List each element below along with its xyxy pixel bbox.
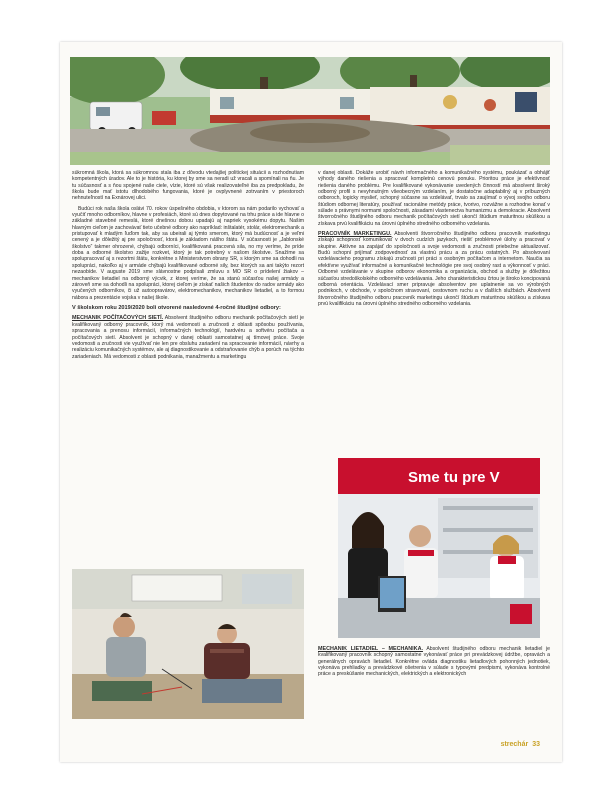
courtyard-photo <box>70 57 550 165</box>
left-paragraph-1: súkromná škola, ktorá sa súkromnou stala iba z dôvodu vtedajšej politickej situácii a rozhodnutiam kompetentných úradov. Ale to je história, ku ktorej by sme sa neradi už vracali a spomínali na ňu. Je tu súčasnosť a s ňou spojené naše ciele, vízie, ktoré sú však realizovateľné iba za predpokladu, že škola bude mať istotu dlhodobého fungovania, ktoré je ovplyvnené zotrvaním v priestoroch nehnuteľností na Exnárovej ulici. <box>72 170 304 202</box>
right-column-top <box>318 170 550 504</box>
marketing-heading: PRACOVNÍK MARKETINGU. <box>318 231 392 238</box>
left-column <box>72 170 304 564</box>
left-paragraph-2: Budúci rok naša škola oslávi 70. rokov úspešného obdobia, v ktorom sa nám podarilo vychovať a vyučiť mnoho odborníkov, hlavne v profesiách, ktoré sú dnes dopytované na trhu práce a ide hlavne o základné stavebné remeslá, ktoré dnešnou dobou upadajú aj napriek vysokému dopytu. Našim hlavným cieľom je zachovávať tieto učebné odbory ako napríklad: inštalatér, stolár, elektromechanik a pristupovať k mladým ľuďom tak, aby sa ubeirali aj týmto smerom, ktorý má budúcnosť a je veľmi cenený a je dôležitý aj pre spoločnosť, ktorá je základom nášho štátu. V súčasnosti je „Jablonské školstvo“ takmer ohrozené, chýbajú odborníci, kvalifikovaná pracovná sila, no my veríme, že príde doba a odborné školstvo zažije rozkvet, ktorý je tak potrebný v našom školstve. Snažíme sa spolupracovať aj s rezortmi štátu, konkrétne s Ministerstvom obrany SR, s ktorým sme sa dohodli na spolupráci, nakoľko aj v armáde chýbajú kvalifikované odborné sily, bez ktorých sa ani takýto rezort nezaobíde. V auguste 2019 sme slávnostne podpísali zmluvu s MO SR o prídelení žiakov – mechanikov lietadiel na odborný výcvik, z ktorej veríme, že sa stanú súčasťou našej armády a zároveň sme sa dohodli na spolupráci, ktorej cieľom je získať našich študentov do radov armády ako vyučených odborníkov, či už autoopravárov, elektromechanikov, mechanikov lietadiel, a to formou nábora a prezentácie vojska v našej škole. <box>72 205 304 301</box>
programs-heading: V školskom roku 2019/2020 boli otvorené nasledovné 4-ročné študijné odbory: <box>72 304 281 311</box>
aircraft-mechanic-text: Absolvent študijného odboru mechanik lietadiel je kvalifikovaný pracovník schopný samostatne vykonávať práce pri prevádzkovej údržbe, opravách a generálnych opravách lietadiel. Konkrétne ovláda diagnostiku lietadlových pohonných jednotiek, vykonáva prehliadky a prevádzkové ošetrenia v súlade s typovými predpismi, vykonáva kontrolné práce a preskúšanie mechanických, elektrických a elektronických <box>318 646 550 678</box>
right-column-bottom <box>318 646 550 716</box>
marketing-text: Absolventi štvorročného študijného odboru pracovník marketingu získajú schopnosť komunikovať v dvoch cudzích jazykoch, riešiť problémové úlohy a pracovať v skupine. Aktívne sa zapájať do spoločnosti a svoje vedomosti a zručnosti priebežne aktualizovať. Budú schopní prijímať zodpovednosť za vlastnú prácu a za prácu ostatných. Po absolvovaní vzdelávacieho programu získajú zručnosti pri práci s osobným počítačom a internetom. Naučia sa efektívne využívať informačné a komunikačné technológie pre svoj osobný rast a výkonnosť v práci. Odborné vzdelávanie v skupine odborov ekonomika a organizácia, obchod a služby je dôležitou súčasťou stredoškolského odborného vzdelávania. Jeho charakteristickou črtou je široko koncipovaná odborná orientácia. Vzdelávací smer pripravuje absolventov pre uplatnenie sa vo výrobných podnikoch, v obchode, v spoločnom stravovaní, cestovnom ruchu a v ďalších službách. Absolvent štvorročného študijného odboru pracovník marketingu ukončí štúdium maturitnou skúškou a získava prvú kvalifikáciu na úrovni úplného stredného odborného vzdelania. <box>318 231 550 307</box>
workshop-photo <box>72 569 304 719</box>
magazine-page <box>60 42 562 762</box>
page-footer <box>501 741 540 748</box>
shop-photo <box>338 458 540 638</box>
magazine-name: strechár <box>500 741 529 748</box>
network-mechanic-heading: MECHANIK POČÍTAČOVÝCH SIETÍ. <box>72 315 164 322</box>
page-number: 33 <box>532 741 540 748</box>
aircraft-mechanic-heading: MECHANIK LIETADIEL – MECHANIKA. <box>318 646 423 652</box>
right-paragraph-1: v danej oblasti. Dokáže urobiť návrh informačného a komunikačného systému, poukázať a obhájiť výhody daného riešenia a spracovať kompletnú cenovú ponuku. Prioritou práce je efektívnosť riešenia daného problému. Pre kvalifikované vykonávanie uvedených činností má absolvent široký odborný profil s nevyhnutným všeobecným vzdelaním, je dostatočne adaptabilný aj v príbuzných odboroch, logicky myslieť, schopný súčasne sa vzdelávať, trvalo sa zaujímať o vývoj svojho odboru štúdiom odbornej literatúry, používať racionálne metódy práce, tvorivo, rozvážne a rozhodne konať v súlade s právnymi normami spoločnosti, zásadami vlastenectva humanizmu a demokracie. Absolvent štvorročného študijného odboru mechanik počítačových sietí ukončí štúdium maturitnou skúškou a získava prvú kvalifikáciu na úrovni úplného stredného odborného vzdelania. <box>318 170 550 227</box>
network-mechanic-text: Absolvent študijného odboru mechanik počítačových sietí je kvalifikovaný odborný pracovník, ktorý má vedomosti a zručnosti z oblasti spôsobu používania, spracovania a prenosu informácií, informačných technológií, hardvéru a softvéru počítača a počítačových sietí. Absolvent je schopný v danej oblasti samostatnej aj tímovej práce. Svoje vedomosti a zručnosti vie využívať nie len pre obsluhu zariadení na spracovanie informácií, návrhy a realizáciu komunikačných systémov, ale aj diagnostikovanie a odstraňovanie chýb a porúch na týchto zariadeniach. Má vedomosti z oblasti podnikania, manažmentu a marketingu <box>72 315 304 360</box>
shop-sign-text: Sme tu pre V <box>408 469 500 486</box>
